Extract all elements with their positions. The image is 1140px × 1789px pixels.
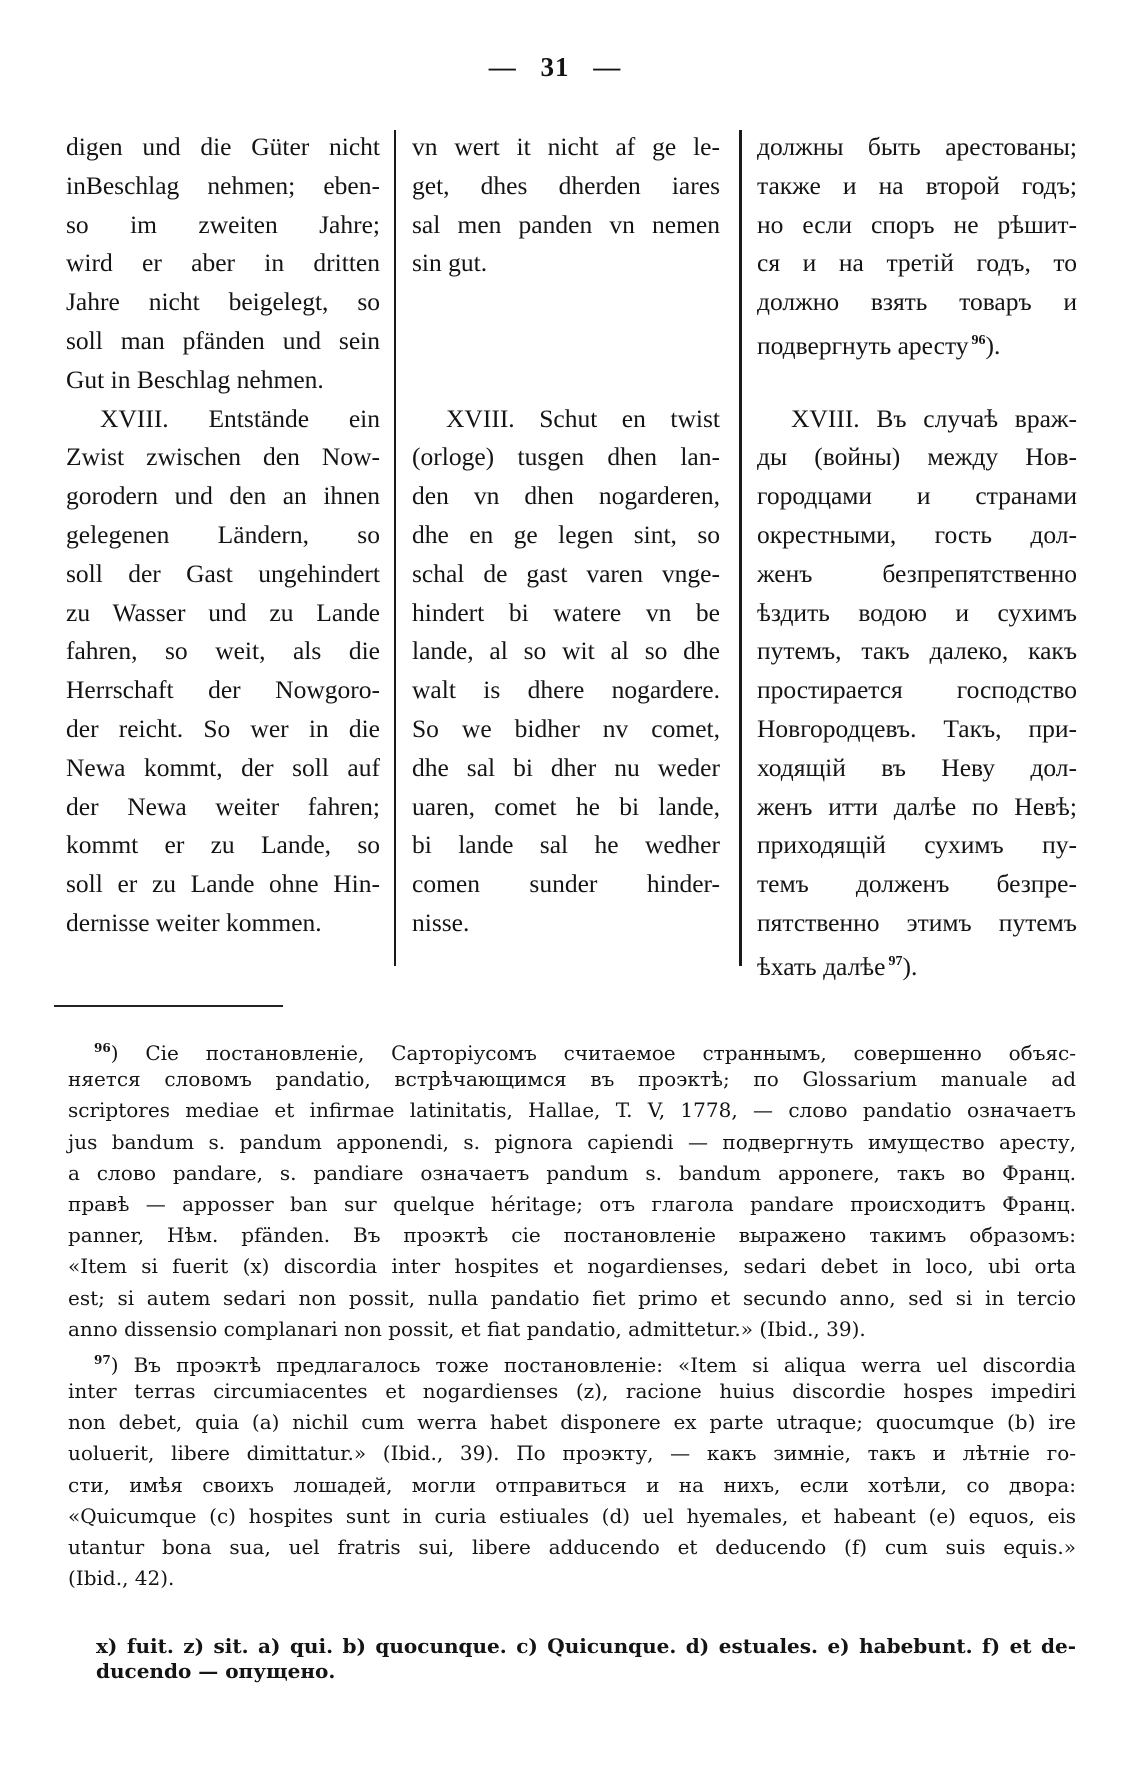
column-low-german-original bbox=[412, 128, 720, 943]
footnote-line: «Quicumque (c) hospites sunt in curia estiuales (d) uel hyemales, et habeant (e) equos, eis bbox=[68, 1503, 1076, 1528]
text-line: zu Wasser und zu Lande bbox=[66, 597, 380, 627]
text-line: kommt er zu Lande, so bbox=[66, 830, 380, 860]
footnotes bbox=[68, 1033, 1076, 1594]
text-line: dernisse weiter kommen. bbox=[66, 907, 322, 937]
footnote-line: jus bandum s. pandum apponendi, s. pignora capiendi — подвергнуть имущество аресту, bbox=[68, 1129, 1076, 1154]
text-line: Zwist zwischen den Now- bbox=[66, 442, 380, 472]
column-german-translation bbox=[66, 128, 380, 943]
variant-readings bbox=[96, 1634, 1076, 1684]
text-segment: ) Въ проэктѣ предлагалось тоже постановленіе: «Item si aliqua werra uel discordia bbox=[110, 1352, 1076, 1377]
text-line: городцами и странами bbox=[757, 481, 1077, 511]
spacer bbox=[412, 361, 720, 400]
text-line: lande, al so wit al so dhe bbox=[412, 636, 720, 666]
footnote-line: «Item si fuerit (x) discordia inter hospites et nogardienses, sedari debet in loco, ubi orta bbox=[68, 1254, 1076, 1279]
footnote-separator-rule bbox=[54, 1005, 283, 1007]
column-divider bbox=[394, 130, 396, 966]
text-line: der Newa weiter fahren; bbox=[66, 791, 380, 821]
text-line: женъ безпрепятственно bbox=[757, 558, 1077, 588]
footnote-line: няется словомъ pandatio, встрѣчающимся въ проэктѣ; по Glossarium manuale ad bbox=[68, 1067, 1076, 1092]
text-line: der reicht. So wer in die bbox=[66, 713, 380, 743]
text-line: dhe sal bi dher nu weder bbox=[412, 752, 720, 782]
footnote-line: правѣ — apposser ban sur quelque héritage; отъ глагола pandare происходитъ Франц. bbox=[68, 1191, 1076, 1216]
text-line: женъ итти далѣе по Невѣ; bbox=[757, 791, 1077, 821]
page-number-dash-right: — bbox=[593, 52, 622, 82]
page-number-value: 31 bbox=[540, 52, 570, 82]
footnote-reference-97[interactable]: 97 bbox=[888, 953, 903, 969]
text-line: должно взять товаръ и bbox=[757, 287, 1077, 317]
text-line: должны быть арестованы; bbox=[757, 132, 1077, 161]
text-line: но если споръ не рѣшит- bbox=[757, 209, 1077, 239]
text-line: путемъ, такъ далеко, какъ bbox=[757, 636, 1077, 666]
text-line: soll man pfänden und sein bbox=[66, 325, 380, 355]
text-line bbox=[757, 943, 1077, 982]
text-line: Jahre nicht beigelegt, so bbox=[66, 287, 380, 317]
text-line: ды (войны) между Нов- bbox=[757, 442, 1077, 472]
text-line: окрестными, гость дол- bbox=[757, 519, 1077, 549]
text-line bbox=[757, 322, 1077, 361]
text-line: schal de gast varen vnge- bbox=[412, 558, 720, 588]
text-line: Gut in Beschlag nehmen. bbox=[66, 364, 324, 394]
text-line: inBeschlag nehmen; eben- bbox=[66, 170, 380, 200]
footnote-line: scriptores mediae et infirmae latinitatis, Hallae, T. V, 1778, — слово pandatio означаетъ bbox=[68, 1098, 1076, 1123]
text-line: comen sunder hinder- bbox=[412, 869, 720, 899]
text-line: uaren, comet he bi lande, bbox=[412, 791, 720, 821]
column-russian-translation bbox=[757, 128, 1077, 982]
text-segment: ). bbox=[902, 951, 918, 981]
spacer bbox=[412, 322, 720, 361]
section-heading-line: XVIII. Schut en twist bbox=[446, 403, 720, 433]
footnote-line: uoluerit, libere dimittatur.» (Ibid., 39). По проэкту, — какъ зимніе, такъ и лѣтніе го- bbox=[68, 1441, 1076, 1466]
text-line: темъ долженъ безпре- bbox=[757, 869, 1077, 899]
section-heading-line: XVIII. Въ случаѣ враж- bbox=[791, 403, 1077, 433]
text-segment: ). bbox=[985, 330, 1001, 360]
text-line: Herrschaft der Nowgoro- bbox=[66, 675, 380, 705]
section-heading-line: XVIII. Entstände ein bbox=[100, 403, 380, 433]
text-line: sal men panden vn nemen bbox=[412, 209, 720, 239]
variant-line: ducendo — опущено. bbox=[96, 1659, 336, 1683]
text-line: bi lande sal he wedher bbox=[412, 830, 720, 860]
text-line: so im zweiten Jahre; bbox=[66, 209, 380, 239]
footnote-line: non debet, quia (a) nichil cum werra habet disponere ex parte utraque; quocumque (b) ire bbox=[68, 1410, 1076, 1435]
text-line: Newa kommt, der soll auf bbox=[66, 752, 380, 782]
footnote-line: сти, имѣя своихъ лошадей, могли отправиться и на нихъ, если хотѣли, со двора: bbox=[68, 1472, 1076, 1497]
text-line: также и на второй годъ; bbox=[757, 170, 1077, 200]
text-line: digen und die Güter nicht bbox=[66, 132, 380, 161]
page-number bbox=[0, 52, 1110, 83]
text-line: nisse. bbox=[412, 907, 470, 937]
text-line: get, dhes dherden iares bbox=[412, 170, 720, 200]
footnote-96 bbox=[68, 1033, 1076, 1345]
footnote-line bbox=[68, 1033, 1076, 1064]
variant-line: x) fuit. z) sit. a) qui. b) quocunque. c) Quicunque. d) estuales. e) habebunt. f) et de- bbox=[96, 1634, 1076, 1658]
footnote-line: inter terras circumiacentes et nogardienses (z), racione huius discordie hospes impediri bbox=[68, 1379, 1076, 1404]
text-segment: подвергнуть аресту bbox=[757, 330, 969, 360]
text-line: dhe en ge legen sint, so bbox=[412, 519, 720, 549]
text-line: soll der Gast ungehindert bbox=[66, 558, 380, 588]
text-line: hindert bi watere vn be bbox=[412, 597, 720, 627]
text-line: vn wert it nicht af ge le- bbox=[412, 132, 720, 161]
footnote-line: anno dissensio complanari non possit, et fiat pandatio, admittetur.» (Ibid., 39). bbox=[68, 1316, 866, 1341]
text-line: Новгородцевъ. Такъ, при- bbox=[757, 713, 1077, 743]
text-line: приходящій сухимъ пу- bbox=[757, 830, 1077, 860]
footnote-line: est; si autem sedari non possit, nulla pandatio fiet primo et secundo anno, sed si in tercio bbox=[68, 1285, 1076, 1310]
column-divider bbox=[739, 130, 742, 966]
footnote-line: (Ibid., 42). bbox=[68, 1566, 175, 1591]
text-line: ходящій въ Неву дол- bbox=[757, 752, 1077, 782]
footnote-line: utantur bona sua, uel fratris sui, libere adducendo et deducendo (f) cum suis equis.» bbox=[68, 1535, 1076, 1559]
text-line: gelegenen Ländern, so bbox=[66, 519, 380, 549]
spacer bbox=[757, 361, 1077, 400]
text-segment: ) Сіе постановленіе, Сарторіусомъ считаемое страннымъ, совершенно объяс- bbox=[110, 1041, 1076, 1065]
footnote-line: а слово pandare, s. pandiare означаетъ pandum s. bandum apponere, такъ во Франц. bbox=[68, 1160, 1076, 1185]
text-line: простирается господство bbox=[757, 675, 1077, 705]
text-line: So we bidher nv comet, bbox=[412, 713, 720, 743]
spacer bbox=[412, 283, 720, 322]
footnote-97 bbox=[68, 1345, 1076, 1595]
text-line: (orloge) tusgen dhen lan- bbox=[412, 442, 720, 472]
text-line: soll er zu Lande ohne Hin- bbox=[66, 869, 380, 899]
text-line: sin gut. bbox=[412, 248, 488, 278]
text-segment: ѣхать далѣе bbox=[757, 951, 886, 981]
footnote-marker: 96 bbox=[94, 1041, 111, 1055]
text-line: den vn dhen nogarderen, bbox=[412, 481, 720, 511]
text-line: fahren, so weit, als die bbox=[66, 636, 380, 666]
footnote-line: panner, Нѣм. pfänden. Въ проэктѣ сіе постановленіе выражено такимъ образомъ: bbox=[68, 1223, 1076, 1248]
footnote-reference-96[interactable]: 96 bbox=[971, 332, 986, 348]
text-line: walt is dhere nogardere. bbox=[412, 675, 720, 705]
page-number-dash-left: — bbox=[488, 52, 517, 82]
text-line: пятственно этимъ путемъ bbox=[757, 907, 1077, 937]
text-line: ѣздить водою и сухимъ bbox=[757, 597, 1077, 627]
text-line: ся и на третій годъ, то bbox=[757, 248, 1077, 278]
footnote-marker: 97 bbox=[94, 1352, 111, 1367]
text-line: wird er aber in dritten bbox=[66, 248, 380, 278]
footnote-line bbox=[68, 1345, 1076, 1376]
text-line: gorodern und den an ihnen bbox=[66, 481, 380, 511]
